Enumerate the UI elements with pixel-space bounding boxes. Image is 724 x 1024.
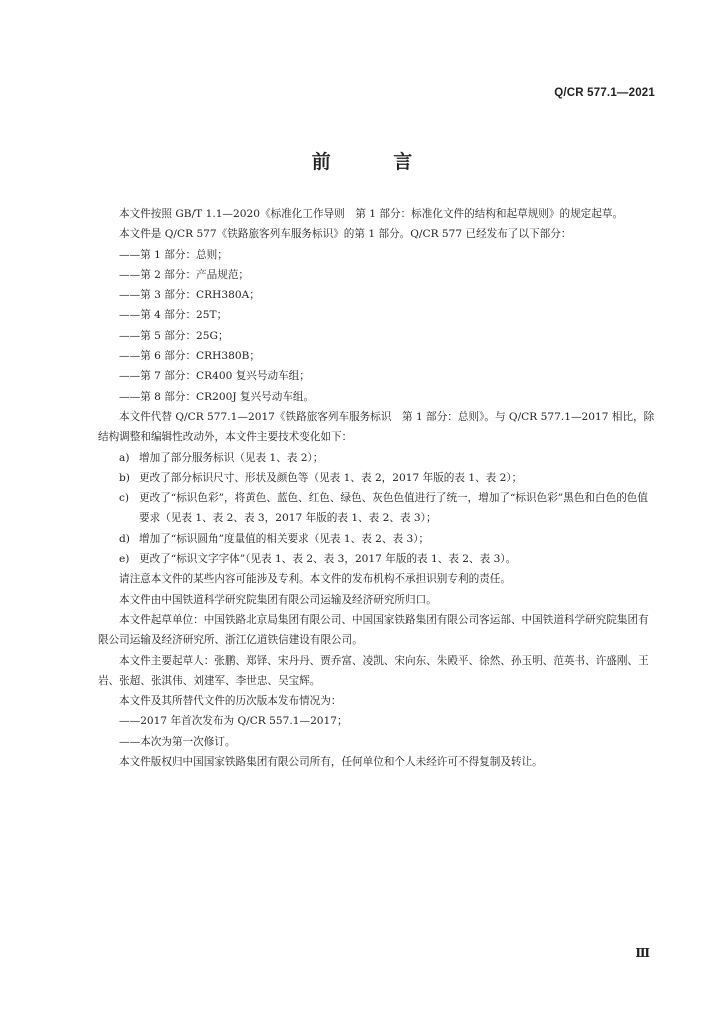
drafters-paragraph: 本文件主要起草人：张鹏、郑铎、宋丹丹、贾乔富、凌凯、宋向东、朱殿平、徐然、孙玉明、范英书、许盛刚、王岩、张超、张淇伟、刘建军、李世忠、吴宝辉。 [98,654,649,687]
change-marker: d) [119,532,130,545]
history-item: ——本次为第一次修订。 [119,735,236,748]
history-item: ——2017 年首次发布为 Q/CR 557.1—2017； [119,715,348,728]
change-item [98,488,658,529]
part-item: ——第 6 部分：CRH380B； [119,350,260,363]
patent-paragraph: 请注意本文件的某些内容可能涉及专利。本文件的发布机构不承担识别专利的责任。 [119,573,511,586]
change-marker: b) [119,471,130,484]
change-marker: e) [119,553,130,566]
replacement-paragraph: 本文件代替 Q/CR 577.1—2017《铁路旅客列车服务标识 第 1 部分：总则》。与 Q/CR 577.1—2017 相比，除结构调整和编辑性改动外，本文件主要技术变化如下： [98,410,655,444]
page-title: 前 言 [311,151,441,173]
change-text: 更改了“标识文字字体”（见表 1、表 2、表 3，2017 年版的表 1、表 2、表 3）。 [139,553,517,566]
copyright-paragraph: 本文件版权归中国国家铁路集团有限公司所有，任何单位和个人未经许可不得复制及转让。 [119,756,543,769]
part-item: ——第 8 部分：CR200J 复兴号动车组。 [119,390,315,403]
change-text: 更改了部分标识尺寸、形状及颜色等（见表 1、表 2，2017 年版的表 1、表 2）； [139,471,523,484]
change-item [98,448,658,468]
part-item: ——第 7 部分：CR400 复兴号动车组； [119,370,310,383]
page-number: Ⅲ [635,946,650,960]
part-item: ——第 4 部分：25T； [119,309,228,322]
standard-code: Q/CR 577.1—2021 [554,87,655,99]
change-text: 增加了“标识圆角”度量值的相关要求（见表 1、表 2、表 3）； [139,532,430,545]
change-text: 更改了“标识色彩”，将黄色、蓝色、红色、绿色、灰色色值进行了统一，增加了“标识色彩”黑色和白色的色值要求（见表 1、表 2、表 3，2017 年版的表 1、表 2、表 3）； [139,492,648,525]
part-item: ——第 1 部分：总则； [119,248,228,261]
history-paragraph: 本文件及其所替代文件的历次版本发布情况为： [119,695,342,708]
change-text: 增加了部分服务标识（见表 1、表 2）； [139,451,324,464]
drafting-units-paragraph: 本文件起草单位：中国铁路北京局集团有限公司、中国国家铁路集团有限公司客运部、中国铁道科学研究院集团有限公司运输及经济研究所、浙江亿道铁信建设有限公司。 [98,613,649,647]
scope-paragraph: 本文件按照 GB/T 1.1—2020《标准化工作导则 第 1 部分：标准化文件的结构和起草规则》的规定起草。 [119,208,624,220]
change-item [98,549,658,569]
change-item [98,468,658,488]
change-item [98,529,658,549]
part-item: ——第 2 部分：产品规范； [119,268,250,281]
change-marker: a) [119,451,130,464]
change-marker: c) [119,492,130,505]
part-item: ——第 3 部分：CRH380A； [119,289,260,302]
part-item: ——第 5 部分：25G； [119,329,229,342]
foreword-body [98,204,658,772]
series-paragraph: 本文件是 Q/CR 577《铁路旅客列车服务标识》的第 1 部分。Q/CR 577 已经发布了以下部分： [119,228,572,241]
proposer-paragraph: 本文件由中国铁道科学研究院集团有限公司运输及经济研究所归口。 [119,593,437,606]
